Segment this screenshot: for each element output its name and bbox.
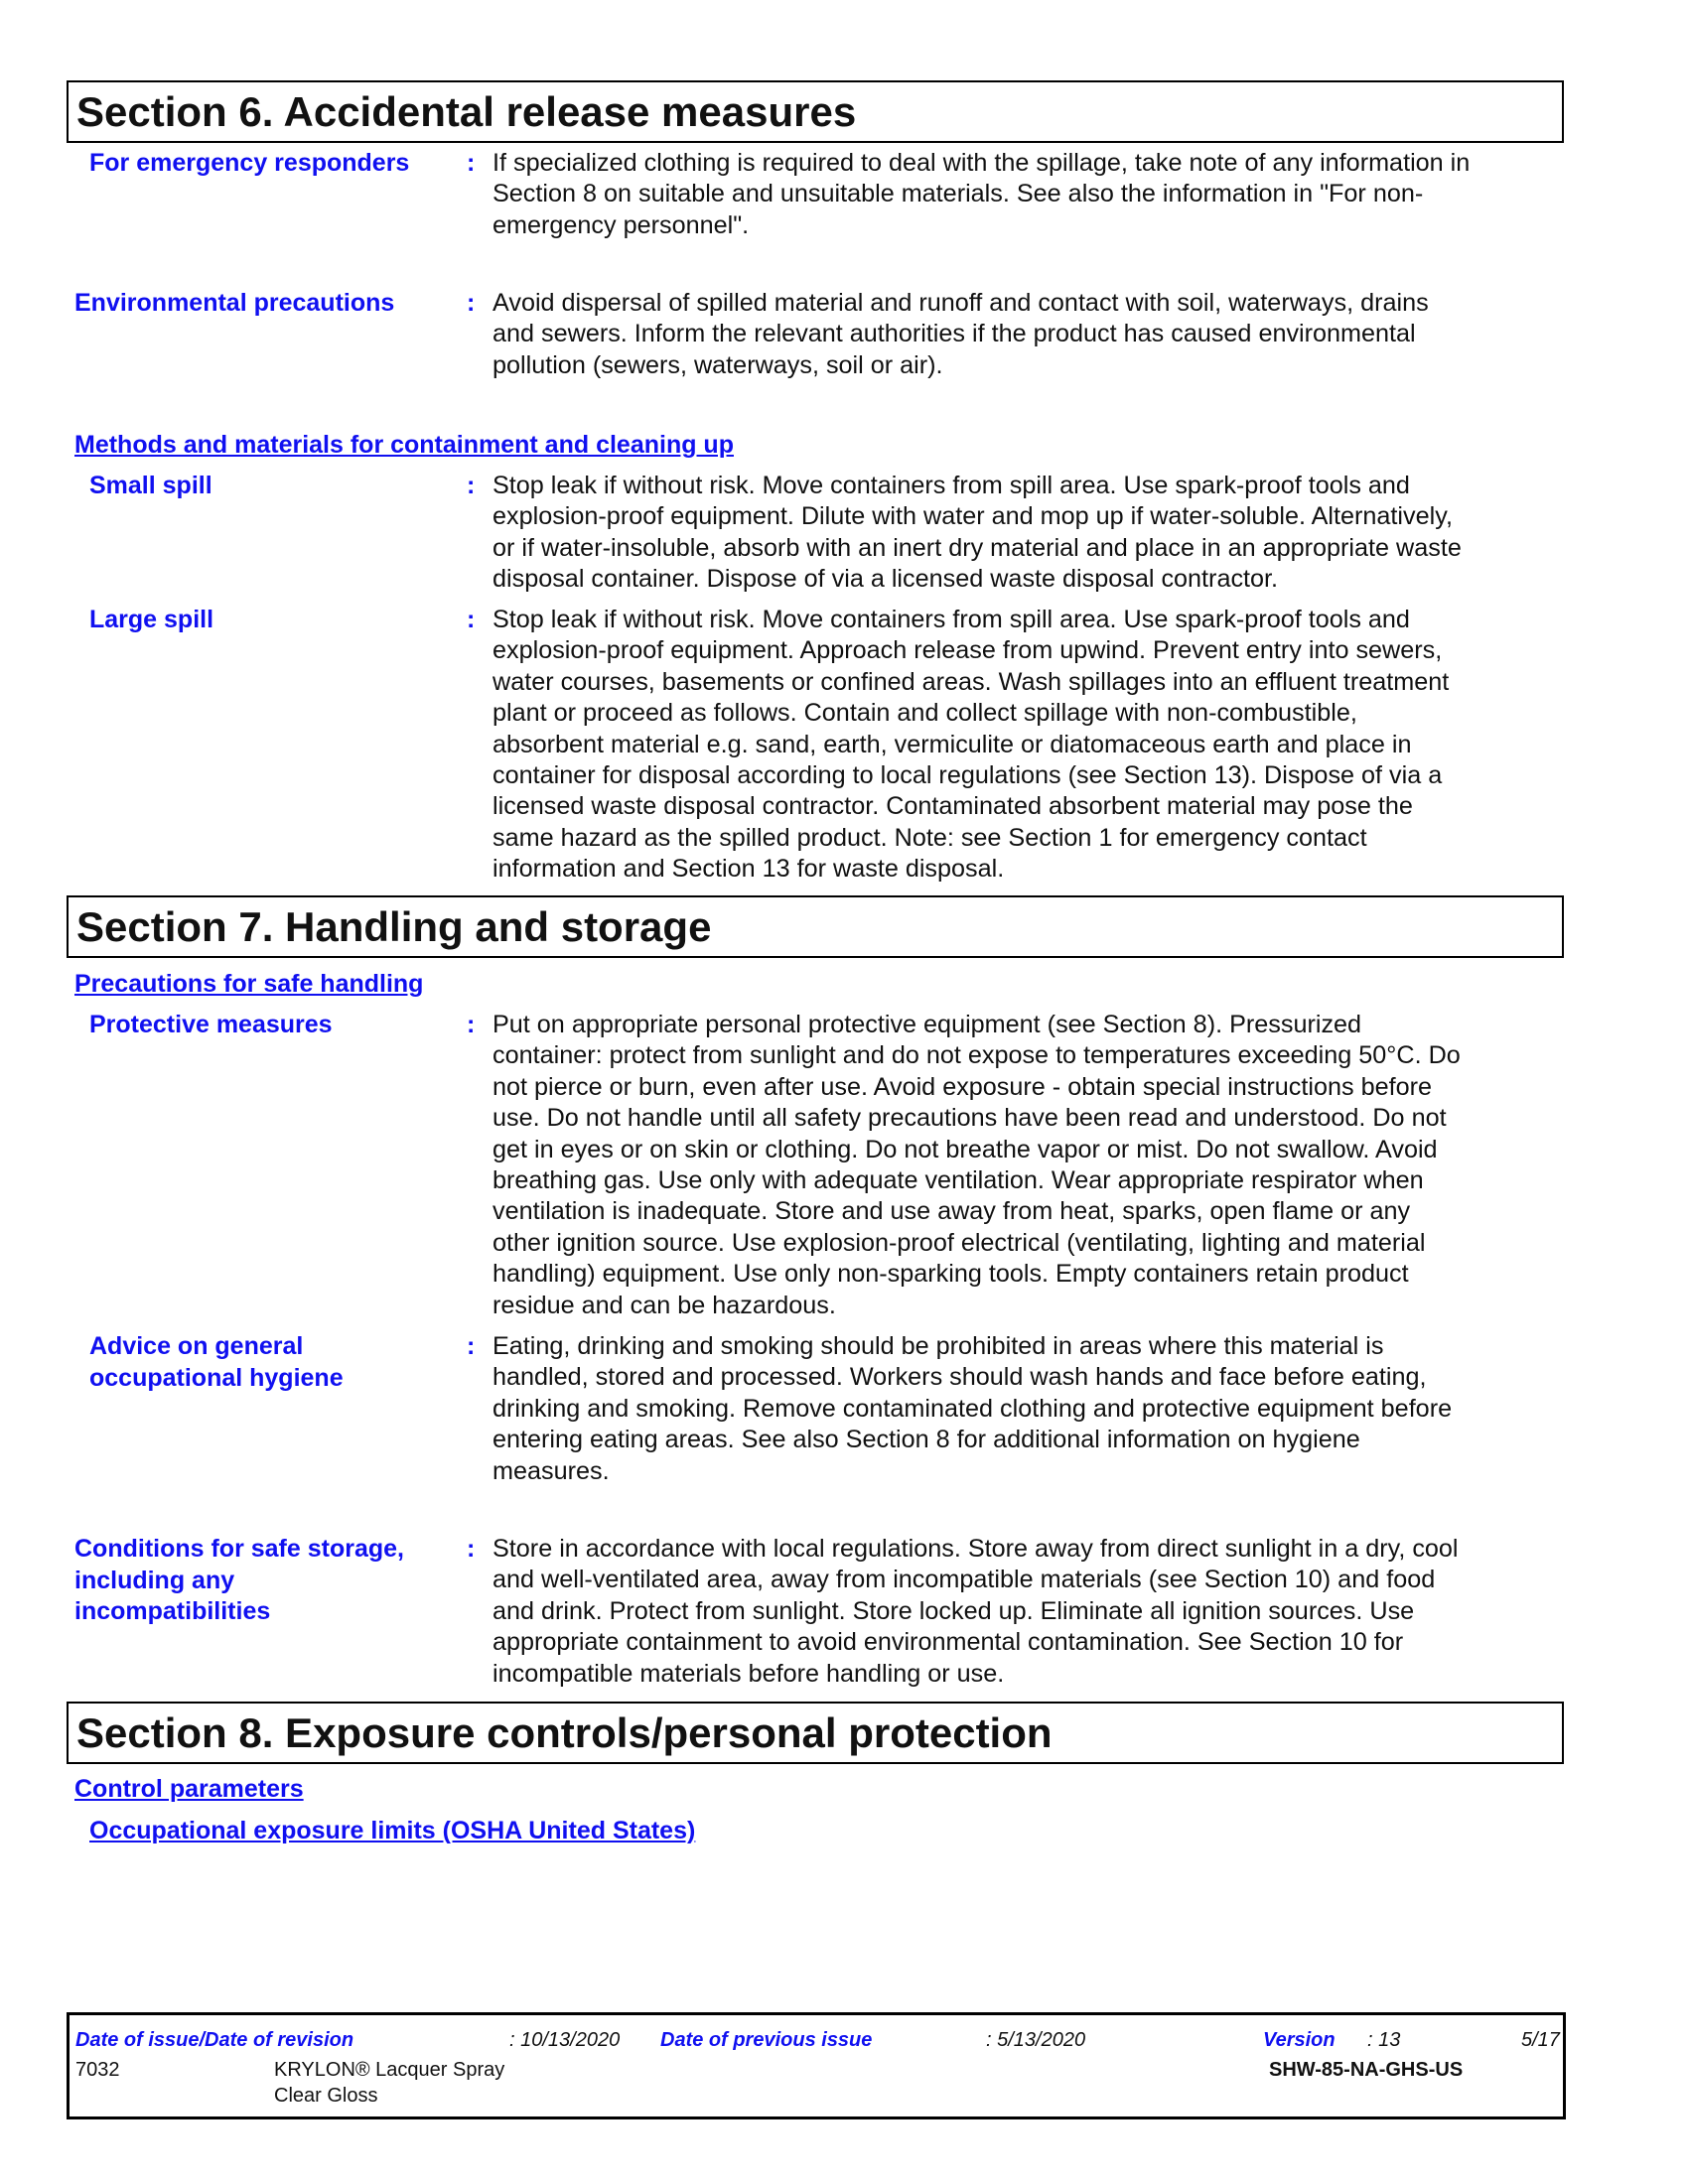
text-line: and well-ventilated area, away from incompatible materials (see Section 10) and food bbox=[492, 1566, 1436, 1594]
label-environmental-precautions: Environmental precautions bbox=[74, 289, 395, 317]
section-6-header bbox=[67, 80, 1564, 143]
colon: : bbox=[467, 472, 476, 499]
previous-issue-label: Date of previous issue bbox=[660, 2029, 873, 2051]
text-line: water courses, basements or confined areas. Wash spillages into an effluent treatment bbox=[492, 667, 1450, 696]
text-line: handling) equipment. Use only non-sparking tools. Empty containers retain product bbox=[492, 1260, 1409, 1289]
section-8-header bbox=[67, 1702, 1564, 1764]
text-line: occupational hygiene bbox=[89, 1363, 344, 1392]
version-value: : 13 bbox=[1367, 2029, 1401, 2051]
text-line: measures. bbox=[492, 1456, 610, 1485]
text-line: Advice on general bbox=[89, 1332, 304, 1360]
colon: : bbox=[467, 606, 476, 633]
occupational-exposure-limits-link[interactable]: Occupational exposure limits (OSHA United States) bbox=[89, 1817, 696, 1844]
text-line: If specialized clothing is required to deal with the spillage, take note of any information in bbox=[492, 149, 1471, 177]
text-line: breathing gas. Use only with adequate ventilation. Wear appropriate respirator when bbox=[492, 1166, 1424, 1195]
hygiene-advice-text bbox=[492, 1331, 1575, 1487]
text-line: disposal container. Dispose of via a licensed waste disposal contractor. bbox=[492, 565, 1279, 594]
label-hygiene-advice bbox=[89, 1331, 344, 1394]
product-code: 7032 bbox=[75, 2059, 120, 2081]
text-line: Stop leak if without risk. Move containers from spill area. Use spark-proof tools and bbox=[492, 606, 1410, 633]
colon: : bbox=[467, 1332, 476, 1360]
colon: : bbox=[467, 1535, 476, 1563]
text-line: Avoid dispersal of spilled material and runoff and contact with soil, waterways, drains bbox=[492, 289, 1429, 317]
text-line: licensed waste disposal contractor. Contaminated absorbent material may pose the bbox=[492, 792, 1413, 821]
text-line: Store in accordance with local regulations. Store away from direct sunlight in a dry, cool bbox=[492, 1535, 1459, 1563]
product-name-line1: KRYLON® Lacquer Spray bbox=[274, 2059, 505, 2081]
section-title: Section 8. Exposure controls/personal protection bbox=[76, 1709, 1053, 1756]
product-name-line2: Clear Gloss bbox=[274, 2085, 378, 2107]
text-line: Eating, drinking and smoking should be prohibited in areas where this material is bbox=[492, 1332, 1384, 1360]
small-spill-text bbox=[492, 471, 1575, 596]
text-line: and sewers. Inform the relevant authorities if the product has caused environmental bbox=[492, 320, 1416, 348]
previous-issue-value: : 5/13/2020 bbox=[986, 2029, 1086, 2051]
text-line: handled, stored and processed. Workers should wash hands and face before eating, bbox=[492, 1363, 1427, 1392]
text-line: information and Section 13 for waste disposal. bbox=[492, 855, 1005, 884]
large-spill-text bbox=[492, 605, 1575, 886]
label-large-spill: Large spill bbox=[89, 606, 214, 633]
text-line: or if water-insoluble, absorb with an inert dry material and place in an appropriate waste bbox=[492, 533, 1462, 562]
text-line: get in eyes or on skin or clothing. Do not breathe vapor or mist. Do not swallow. Avoid bbox=[492, 1135, 1438, 1163]
section-title: Section 7. Handling and storage bbox=[76, 903, 712, 950]
text-line: Stop leak if without risk. Move containers from spill area. Use spark-proof tools and bbox=[492, 472, 1410, 499]
text-line: incompatible materials before handling or use. bbox=[492, 1659, 1005, 1688]
safe-storage-text bbox=[492, 1534, 1575, 1690]
text-line: appropriate containment to avoid environmental contamination. See Section 10 for bbox=[492, 1628, 1404, 1657]
label-safe-storage bbox=[74, 1534, 404, 1628]
text-line: plant or proceed as follows. Contain and collect spillage with non-combustible, bbox=[492, 699, 1357, 728]
issue-date-value: : 10/13/2020 bbox=[509, 2029, 621, 2051]
issue-date-label: Date of issue/Date of revision bbox=[75, 2029, 354, 2051]
text-line: container: protect from sunlight and do not expose to temperatures exceeding 50°C. Do bbox=[492, 1041, 1461, 1070]
control-parameters-link[interactable]: Control parameters bbox=[74, 1775, 304, 1803]
text-line: Conditions for safe storage, bbox=[74, 1535, 404, 1563]
protective-measures-text bbox=[492, 1010, 1575, 1321]
text-line: and drink. Protect from sunlight. Store locked up. Eliminate all ignition sources. Use bbox=[492, 1596, 1415, 1625]
text-line: incompatibilities bbox=[74, 1597, 271, 1625]
label-protective-measures: Protective measures bbox=[89, 1011, 333, 1038]
environmental-precautions-text bbox=[492, 288, 1575, 381]
colon: : bbox=[467, 1011, 476, 1038]
precautions-heading-link[interactable]: Precautions for safe handling bbox=[74, 970, 424, 998]
version-label: Version bbox=[1263, 2029, 1336, 2051]
text-line: ventilation is inadequate. Store and use away from heat, sparks, open flame or any bbox=[492, 1197, 1411, 1226]
text-line: same hazard as the spilled product. Note: see Section 1 for emergency contact bbox=[492, 823, 1367, 852]
document-id: SHW-85-NA-GHS-US bbox=[1269, 2059, 1464, 2081]
text-line: Section 8 on suitable and unsuitable materials. See also the information in "For non- bbox=[492, 180, 1424, 208]
text-line: Put on appropriate personal protective equipment (see Section 8). Pressurized bbox=[492, 1011, 1362, 1038]
text-line: explosion-proof equipment. Dilute with water and mop up if water-soluble. Alternatively, bbox=[492, 502, 1453, 531]
text-line: emergency personnel". bbox=[492, 210, 750, 239]
colon: : bbox=[467, 149, 476, 177]
page-footer bbox=[67, 2012, 1566, 2119]
text-line: use. Do not handle until all safety precautions have been read and understood. Do not bbox=[492, 1104, 1447, 1133]
text-line: other ignition source. Use explosion-proof electrical (ventilating, lighting and material bbox=[492, 1228, 1426, 1257]
page-number: 5/17 bbox=[1521, 2029, 1560, 2051]
label-emergency-responders: For emergency responders bbox=[89, 149, 410, 177]
colon: : bbox=[467, 289, 476, 317]
methods-heading-link[interactable]: Methods and materials for containment and cleaning up bbox=[74, 431, 734, 459]
text-line: explosion-proof equipment. Approach release from upwind. Prevent entry into sewers, bbox=[492, 636, 1443, 665]
text-line: entering eating areas. See also Section 8 for additional information on hygiene bbox=[492, 1426, 1360, 1454]
text-line: drinking and smoking. Remove contaminated clothing and protective equipment before bbox=[492, 1394, 1453, 1423]
text-line: residue and can be hazardous. bbox=[492, 1291, 836, 1319]
text-line: pollution (sewers, waterways, soil or air). bbox=[492, 350, 943, 379]
text-line: including any bbox=[74, 1566, 235, 1594]
text-line: absorbent material e.g. sand, earth, vermiculite or diatomaceous earth and place in bbox=[492, 730, 1412, 758]
text-line: not pierce or burn, even after use. Avoid exposure - obtain special instructions before bbox=[492, 1072, 1433, 1101]
label-small-spill: Small spill bbox=[89, 472, 212, 499]
text-line: container for disposal according to local regulations (see Section 13). Dispose of via a bbox=[492, 761, 1443, 790]
section-7-header bbox=[67, 895, 1564, 958]
section-title: Section 6. Accidental release measures bbox=[76, 88, 857, 135]
emergency-responders-text bbox=[492, 148, 1575, 241]
